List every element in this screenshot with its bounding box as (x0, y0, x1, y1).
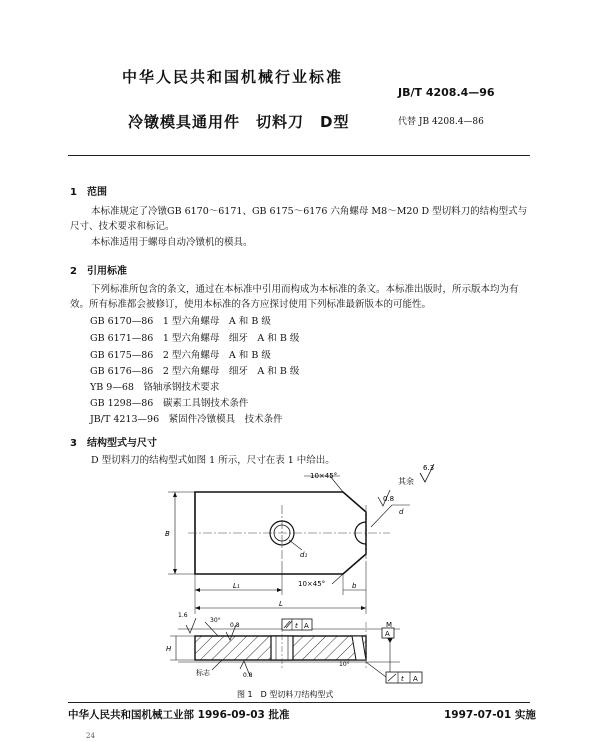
replaces-note: 代替 JB 4208.4—86 (398, 117, 484, 127)
svg-text:t: t (401, 675, 404, 683)
standard-code: JB/T 4208.4—96 (398, 86, 495, 99)
standard-body: 中华人民共和国机械行业标准 (122, 68, 344, 86)
label-M: M (386, 621, 393, 629)
label-rest: 其余 (398, 477, 414, 486)
section-3-heading: 3 结构型式与尺寸 (70, 438, 157, 449)
label-d1: d₁ (300, 551, 308, 559)
label-L: L (279, 600, 283, 608)
label-ra-right: 0.8 (383, 495, 395, 503)
figure-caption: 图 1 D 型切料刀结构型式 (237, 690, 334, 699)
section-2-heading: 2 引用标准 (70, 266, 127, 277)
reference-item: GB 6170—86 1 型六角螺母 A 和 B 级 (90, 316, 271, 327)
label-ra-16: 1.6 (178, 612, 188, 619)
footer-divider (68, 702, 530, 703)
approval-note: 中华人民共和国机械工业部 1996-09-03 批准 (68, 709, 290, 721)
reference-item: JB/T 4213—96 紧固件冷镦模具 技术条件 (90, 414, 283, 425)
label-tol-t: t (295, 622, 298, 630)
svg-text:A: A (413, 675, 418, 683)
section-1-heading: 1 范围 (70, 187, 107, 198)
label-angle-10: 10° (339, 661, 350, 668)
reference-item: GB 6171—86 1 型六角螺母 细牙 A 和 B 级 (90, 333, 300, 344)
label-mark: 标志 (196, 669, 210, 677)
label-chamfer-bottom: 10×45° (298, 580, 326, 588)
label-ra-08a: 0.8 (230, 622, 240, 629)
label-d: d (399, 508, 404, 516)
label-chamfer-top: 10×45° (310, 472, 338, 480)
section-1-para-1: 本标准规定了冷镦GB 6170～6171、GB 6175～6176 六角螺母 M8～M20 D 型切料刀的结构型式与尺寸、技术要求和标记。 (70, 206, 528, 232)
label-rest-roughness: 6.3 (423, 464, 435, 472)
label-B: B (165, 530, 170, 538)
effective-date: 1997-07-01 实施 (444, 709, 536, 721)
section-1-para-2: 本标准适用于螺母自动冷镦机的模具。 (91, 237, 253, 248)
label-b: b (352, 582, 357, 590)
reference-item: GB 6176—86 2 型六角螺母 细牙 A 和 B 级 (90, 366, 300, 377)
label-angle-30: 30° (210, 617, 221, 624)
label-L1: L₁ (233, 582, 240, 590)
label-tol-A: A (304, 622, 309, 630)
label-H: H (166, 645, 172, 653)
label-datum-A: A (385, 630, 390, 638)
reference-item: YB 9—68 铬轴承钢技术要求 (90, 382, 220, 393)
page-title: 冷镦模具通用件 切料刀 D型 (128, 113, 350, 131)
section-3-para-1: D 型切料刀的结构型式如图 1 所示，尺寸在表 1 中给出。 (91, 455, 335, 466)
section-2-para-1: 下列标准所包含的条文，通过在本标准中引用而构成为本标准的条文。本标准出版时，所示版本均为有效。所有标准都会被修订，使用本标准的各方应探讨使用下列标准最新版本的可能性。 (70, 284, 519, 310)
reference-item: GB 6175—86 2 型六角螺母 A 和 B 级 (90, 350, 271, 361)
page-number: 24 (86, 732, 95, 740)
reference-item: GB 1298—86 碳素工具钢技术条件 (90, 398, 249, 409)
label-ra-08b: 0.8 (243, 672, 253, 679)
